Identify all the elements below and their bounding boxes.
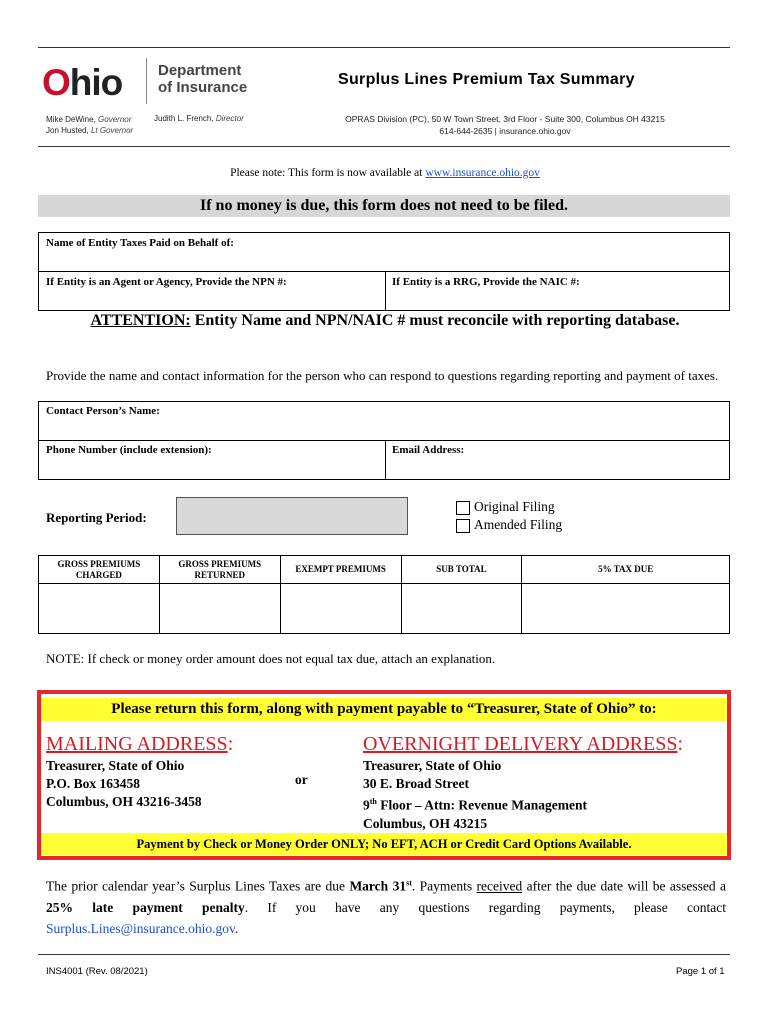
gross-charged-input[interactable] (39, 584, 160, 634)
original-filing-label: Original Filing (474, 499, 555, 514)
payment-method-banner: Payment by Check or Money Order ONLY; No EFT, ACH or Credit Card Options Available. (41, 833, 727, 855)
amended-filing-checkbox[interactable] (456, 519, 470, 533)
col-gross-charged: GROSS PREMIUMS CHARGED (39, 556, 160, 584)
header-top-rule (38, 47, 730, 48)
or-separator: or (295, 772, 308, 787)
col-gross-returned: GROSS PREMIUMS RETURNED (159, 556, 280, 584)
phone-label: Phone Number (include extension): (46, 444, 212, 456)
director-name: Judith L. French, Director (154, 114, 244, 123)
footer-rule (38, 954, 730, 955)
exempt-input[interactable] (280, 584, 401, 634)
reporting-period-label: Reporting Period: (46, 510, 147, 525)
overnight-heading: OVERNIGHT DELIVERY ADDRESS: (363, 733, 684, 755)
no-money-banner: If no money is due, this form does not need to be filed. (38, 195, 730, 217)
mailing-heading: MAILING ADDRESS: (46, 733, 234, 755)
logo-divider (146, 58, 147, 104)
header-bottom-rule (38, 146, 730, 147)
check-amount-note: NOTE: If check or money order amount does not equal tax due, attach an explanation. (46, 651, 496, 666)
governor-names: Mike DeWine, Governor Jon Husted, Lt Governor (46, 115, 134, 135)
ohio-logo: Ohio (42, 62, 123, 103)
surplus-lines-email-link[interactable]: Surplus.Lines@insurance.ohio.gov (46, 920, 235, 936)
website-link[interactable]: www.insurance.ohio.gov (425, 167, 540, 179)
tax-due-input[interactable] (522, 584, 730, 634)
attention-notice: ATTENTION: Entity Name and NPN/NAIC # must reconcile with reporting database. (90, 312, 680, 329)
mailing-address: Treasurer, State of Ohio P.O. Box 163458 Columbus, OH 43216-3458 (46, 758, 202, 809)
premiums-table (38, 555, 730, 634)
overnight-address: Treasurer, State of Ohio 30 E. Broad Street 9th Floor – Attn: Revenue Management Columbus, OH 43215 (363, 758, 587, 831)
entity-name-label: Name of Entity Taxes Paid on Behalf of: (46, 237, 234, 249)
amended-filing-label: Amended Filing (474, 517, 563, 532)
department-logo-text: Department of Insurance (158, 62, 248, 96)
due-date-paragraph: The prior calendar year’s Surplus Lines Taxes are due March 31st. Payments received after the due date will be assessed a 25% late payment penalty. If you have any questions regarding payments, please contact Surplus.Lines@insurance.ohio.gov. (46, 878, 727, 936)
npn-label: If Entity is an Agent or Agency, Provide the NPN #: (46, 276, 287, 288)
col-tax-due: 5% TAX DUE (522, 556, 730, 584)
naic-label: If Entity is a RRG, Provide the NAIC #: (392, 276, 580, 288)
return-banner: Please return this form, along with payment payable to “Treasurer, State of Ohio” to: (41, 698, 727, 721)
page-number: Page 1 of 1 (676, 966, 725, 977)
contact-instructions: Provide the name and contact information for the person who can respond to questions regarding reporting and payment of taxes. (46, 368, 719, 383)
gross-returned-input[interactable] (159, 584, 280, 634)
original-filing-checkbox[interactable] (456, 501, 470, 515)
reporting-period-input[interactable] (176, 497, 408, 535)
col-subtotal: SUB TOTAL (401, 556, 522, 584)
availability-note: Please note: This form is now available at www.insurance.ohio.gov (230, 167, 540, 179)
subtotal-input[interactable] (401, 584, 522, 634)
form-id: INS4001 (Rev. 08/2021) (46, 966, 148, 977)
col-exempt: EXEMPT PREMIUMS (280, 556, 401, 584)
contact-name-label: Contact Person’s Name: (46, 405, 160, 417)
division-address: OPRAS Division (PC), 50 W Town Street, 3rd Floor - Suite 300, Columbus OH 43215 614-644-2635 | insurance.ohio.gov (345, 114, 665, 136)
email-label: Email Address: (392, 444, 465, 456)
form-title: Surplus Lines Premium Tax Summary (338, 71, 635, 88)
